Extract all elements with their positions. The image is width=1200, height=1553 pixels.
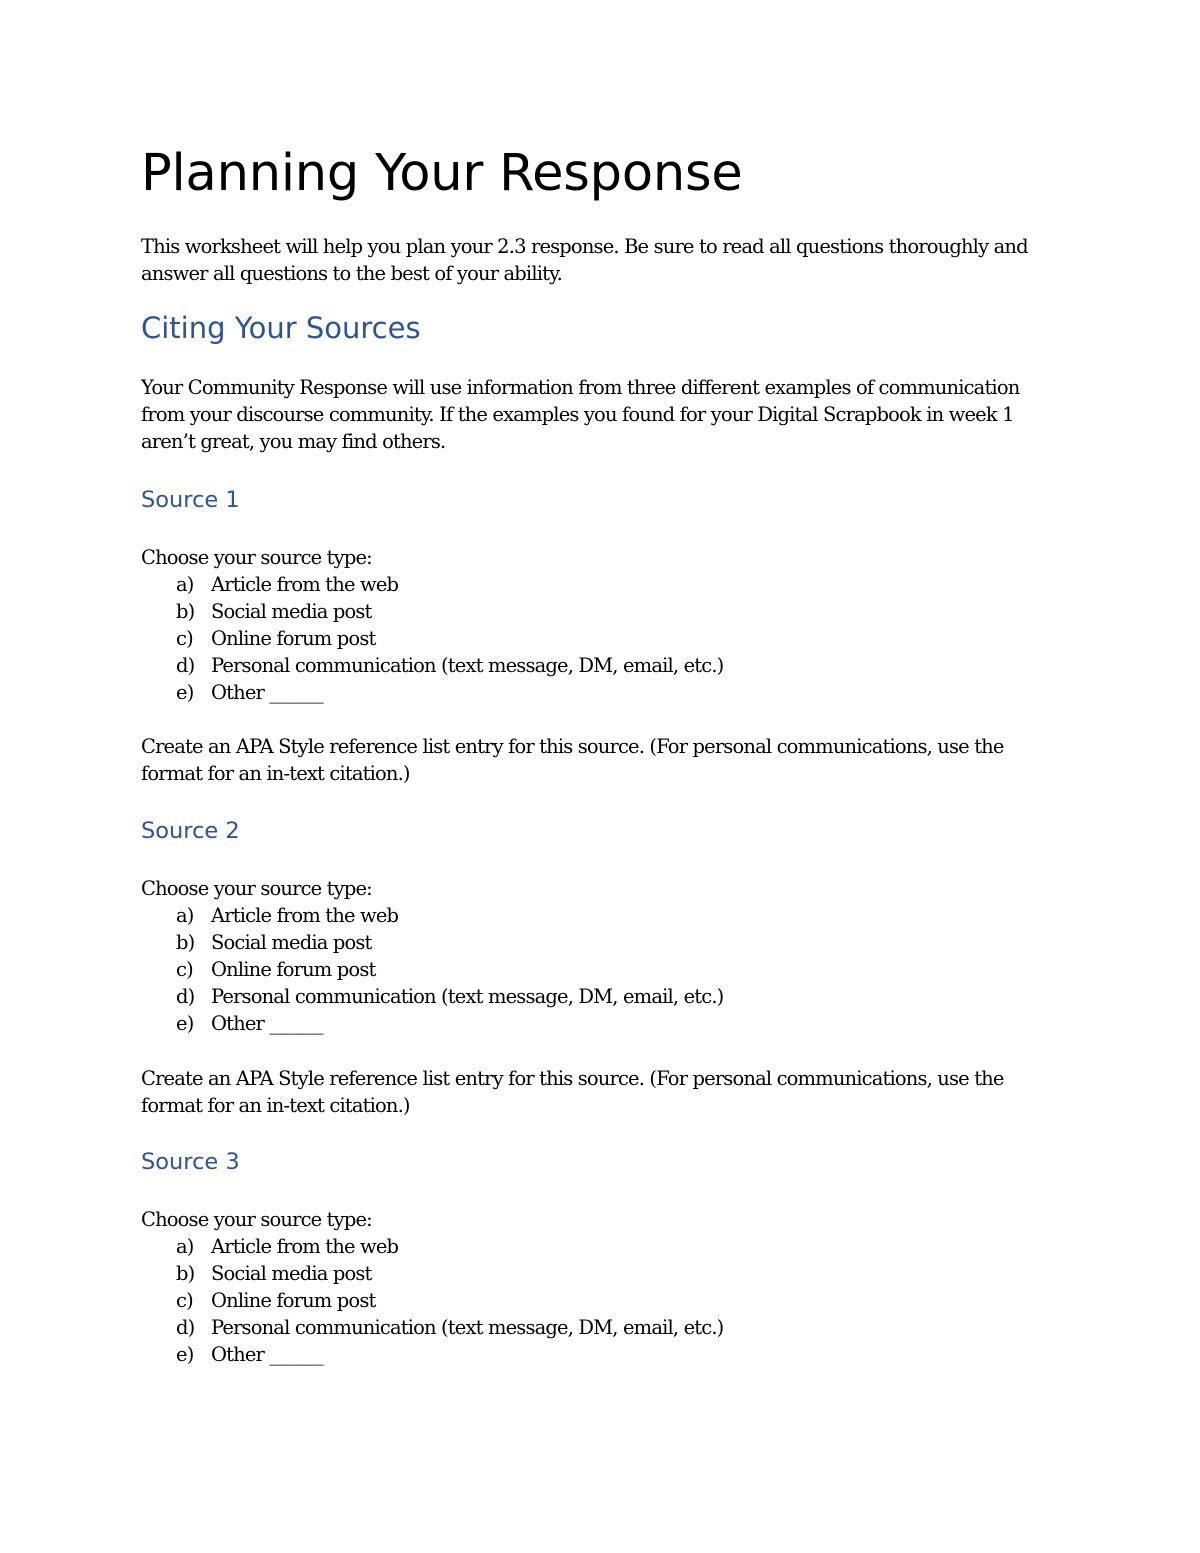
list-item	[141, 652, 723, 679]
list-item	[141, 625, 723, 652]
list-item	[141, 902, 723, 929]
list-item	[141, 956, 723, 983]
option-label: Online forum post	[211, 627, 376, 650]
option-label: Personal communication (text message, DM, email, etc.)	[211, 1316, 724, 1339]
list-marker: a)	[176, 573, 194, 596]
list-marker: c)	[176, 1289, 193, 1312]
list-marker: e)	[176, 681, 194, 704]
source-2-instruction: Create an APA Style reference list entry for this source. (For personal communications, use the format for an in-text citation.)	[141, 1067, 1004, 1117]
list-item	[141, 1287, 723, 1314]
list-marker: a)	[176, 904, 194, 927]
list-marker: b)	[176, 1262, 195, 1285]
list-marker: a)	[176, 1235, 194, 1258]
list-item	[141, 929, 723, 956]
list-marker: e)	[176, 1343, 194, 1366]
option-label: Article from the web	[211, 1235, 399, 1258]
option-label: Personal communication (text message, DM, email, etc.)	[211, 654, 724, 677]
source-2-heading: Source 2	[141, 818, 240, 844]
citing-sources-paragraph: Your Community Response will use information from three different examples of communication from your discourse community. If the examples you found for your Digital Scrapbook in week 1 aren’t great, you may find others.	[141, 376, 1020, 453]
source-2-options	[141, 902, 723, 1037]
source-1-heading: Source 1	[141, 487, 240, 513]
list-marker: c)	[176, 958, 193, 981]
list-item	[141, 1260, 723, 1287]
source-2-prompt: Choose your source type:	[141, 877, 372, 900]
option-label: Other ______	[211, 1343, 323, 1366]
list-marker: d)	[176, 1316, 195, 1339]
list-item	[141, 571, 723, 598]
option-label: Social media post	[211, 1262, 372, 1285]
list-marker: b)	[176, 600, 195, 623]
option-label: Other ______	[211, 681, 323, 704]
list-marker: d)	[176, 654, 195, 677]
option-label: Other ______	[211, 1012, 323, 1035]
option-label: Article from the web	[211, 904, 399, 927]
option-label: Online forum post	[211, 958, 376, 981]
list-marker: c)	[176, 627, 193, 650]
source-1-options	[141, 571, 723, 706]
option-label: Personal communication (text message, DM, email, etc.)	[211, 985, 724, 1008]
list-item	[141, 1233, 723, 1260]
page-title: Planning Your Response	[141, 144, 743, 203]
list-marker: b)	[176, 931, 195, 954]
option-label: Online forum post	[211, 1289, 376, 1312]
list-marker: e)	[176, 1012, 194, 1035]
list-item	[141, 1314, 723, 1341]
citing-sources-heading: Citing Your Sources	[141, 311, 421, 345]
source-1-instruction: Create an APA Style reference list entry for this source. (For personal communications, use the format for an in-text citation.)	[141, 735, 1004, 785]
source-1-prompt: Choose your source type:	[141, 546, 372, 569]
list-item	[141, 983, 723, 1010]
list-marker: d)	[176, 985, 195, 1008]
option-label: Social media post	[211, 600, 372, 623]
option-label: Article from the web	[211, 573, 399, 596]
option-label: Social media post	[211, 931, 372, 954]
source-3-heading: Source 3	[141, 1149, 240, 1175]
source-3-options	[141, 1233, 723, 1368]
list-item	[141, 679, 723, 706]
intro-paragraph: This worksheet will help you plan your 2.3 response. Be sure to read all questions thoroughly and answer all questions to the best of your ability.	[141, 235, 1028, 285]
list-item	[141, 598, 723, 625]
source-3-prompt: Choose your source type:	[141, 1208, 372, 1231]
list-item	[141, 1010, 723, 1037]
list-item	[141, 1341, 723, 1368]
